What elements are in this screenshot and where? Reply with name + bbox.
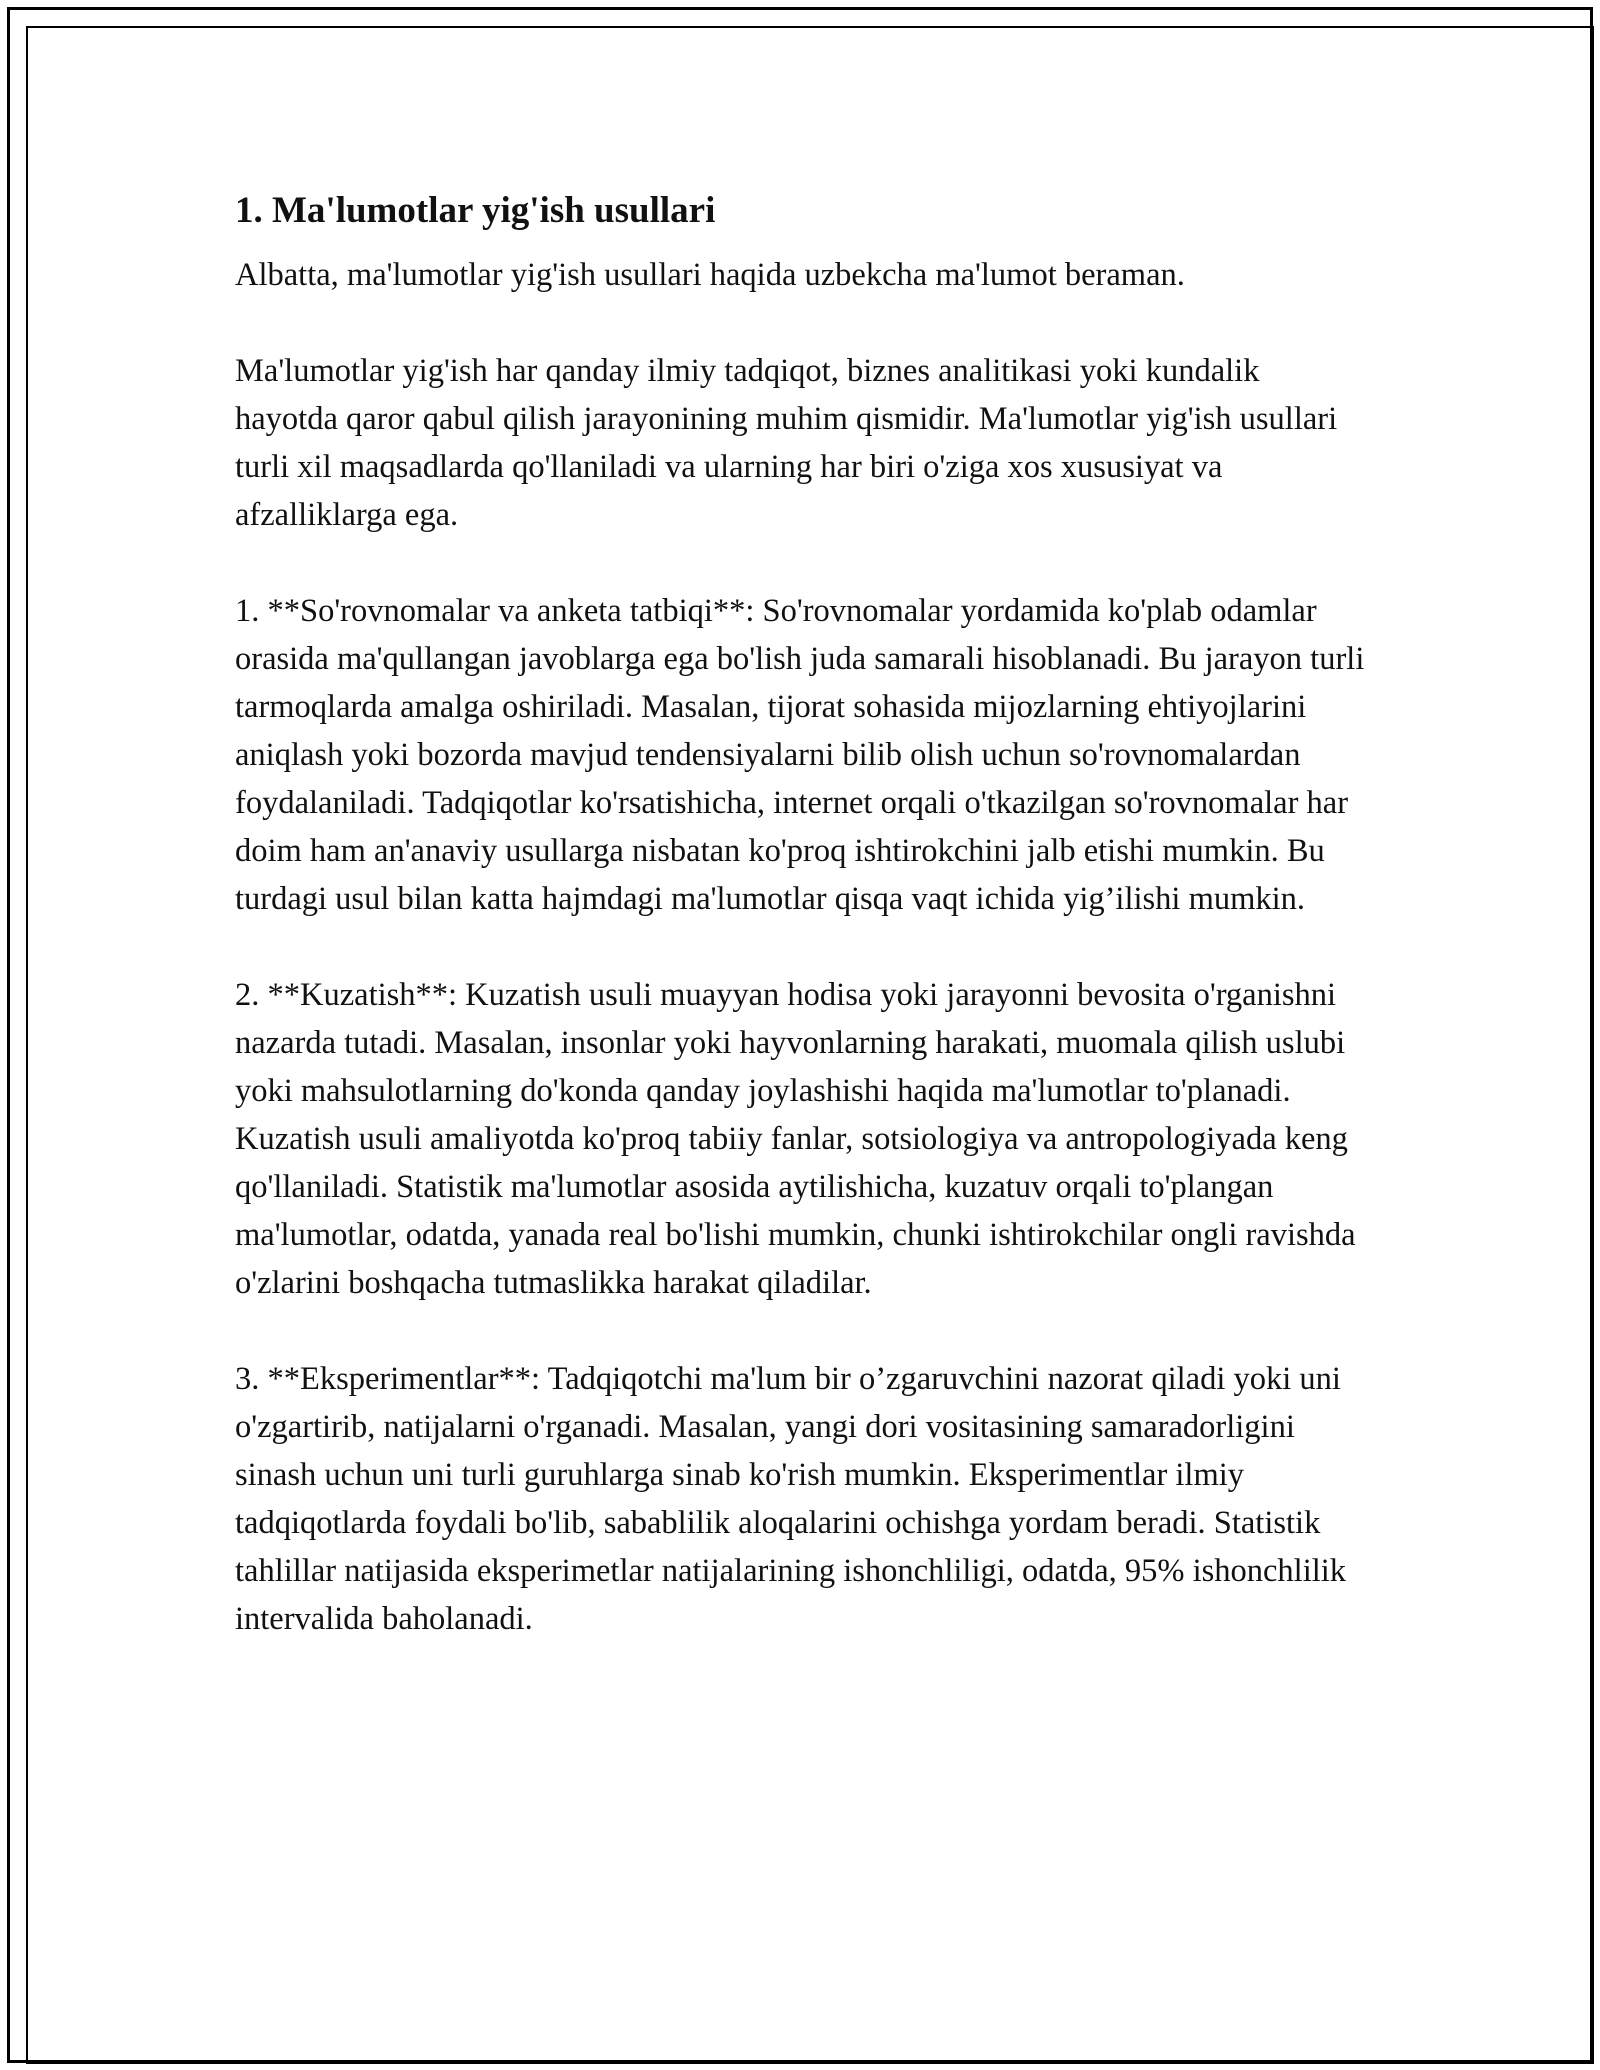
observation-paragraph: 2. **Kuzatish**: Kuzatish usuli muayyan hodisa yoki jarayonni bevosita o'rganishni nazarda tutadi. Masalan, insonlar yoki hayvonlarning harakati, muomala qilish uslubi yoki mahsulotlarning do'konda qanday joylashishi haqida ma'lumotlar to'planadi. Kuzatish usuli amaliyotda ko'proq tabiiy fanlar, sotsiologiya va antropologiyada keng qo'llaniladi. Statistik ma'lumotlar asosida aytilishicha, kuzatuv orqali to'plangan ma'lumotlar, odatda, yanada real bo'lishi mumkin, chunki ishtirokchilar ongli ravishda o'zlarini boshqacha tutmaslikka harakat qiladilar. <box>235 977 1356 1301</box>
intro-paragraph: Albatta, ma'lumotlar yig'ish usullari haqida uzbekcha ma'lumot beraman. <box>235 257 1185 293</box>
experiments-paragraph: 3. **Eksperimentlar**: Tadqiqotchi ma'lum bir o’zgaruvchini nazorat qiladi yoki uni o'zgartirib, natijalarni o'rganadi. Masalan, yangi dori vositasining samaradorligini sinash uchun uni turli guruhlarga sinab ko'rish mumkin. Eksperimentlar ilmiy tadqiqotlarda foydali bo'lib, sabablilik aloqalarini ochishga yordam beradi. Statistik tahlillar natijasida eksperimetlar natijalarining ishonchliligi, odatda, 95% ishonchlilik intervalida baholanadi. <box>235 1361 1347 1637</box>
surveys-paragraph: 1. **So'rovnomalar va anketa tatbiqi**: So'rovnomalar yordamida ko'plab odamlar orasida ma'qullangan javoblarga ega bo'lish juda samarali hisoblanadi. Bu jarayon turli tarmoqlarda amalga oshiriladi. Masalan, tijorat sohasida mijozlarning ehtiyojlarini aniqlash yoki bozorda mavjud tendensiyalarni bilib olish uchun so'rovnomalardan foydalaniladi. Tadqiqotlar ko'rsatishicha, internet orqali o'tkazilgan so'rovnomalar har doim ham an'anaviy usullarga nisbatan ko'proq ishtirokchini jalb etishi mumkin. Bu turdagi usul bilan katta hajmdagi ma'lumotlar qisqa vaqt ichida yig’ilishi mumkin. <box>235 593 1365 917</box>
overview-paragraph: Ma'lumotlar yig'ish har qanday ilmiy tadqiqot, biznes analitikasi yoki kundalik hayotda qaror qabul qilish jarayonining muhim qismidir. Ma'lumotlar yig'ish usullari turli xil maqsadlarda qo'llaniladi va ularning har biri o'ziga xos xususiyat va afzalliklarga ega. <box>235 353 1338 533</box>
document-body <box>235 186 1370 1691</box>
document-heading: 1. Ma'lumotlar yig'ish usullari <box>235 190 716 231</box>
